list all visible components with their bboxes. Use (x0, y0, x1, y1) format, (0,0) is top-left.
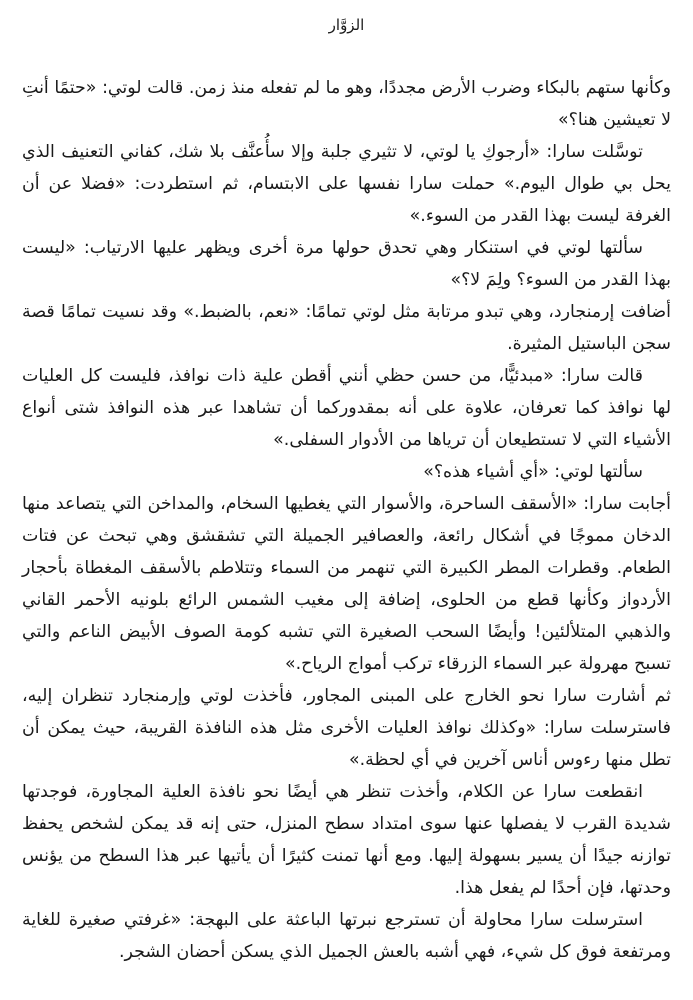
paragraph: سألتها لوتي: «أي أشياء هذه؟» (423, 462, 643, 482)
paragraph: قالت سارا: «مبدئيًّا، من حسن حظي أنني أقطن علية ذات نوافذ، فليست كل العليات لها نوافذ كما تعرفان، علاوة على أنه بمقدوركما أن تشاهدا عبر هذه النوافذ شتى أنواع الأشياء التي لا تستطيعان أن ترياها من الأدوار السفلى.» (22, 366, 671, 450)
body-text (22, 72, 671, 968)
paragraph: ثم أشارت سارا نحو الخارج على المبنى المجاور، فأخذت لوتي وإرمنجارد تنظران إليه، فاسترسلت سارا: «وكذلك نوافذ العليات الأخرى مثل هذه النافذة القريبة، حيث يمكن أن تطل منها رءوس أناس آخرين في أي لحظة.» (22, 686, 671, 770)
paragraph: انقطعت سارا عن الكلام، وأخذت تنظر هي أيضًا نحو نافذة العلية المجاورة، فوجدتها شديدة القرب لا يفصلها عنها سوى امتداد سطح المنزل، حتى إنه قد يمكن لشخص يحفظ توازنه جيدًا أن يسير بسهولة إليها. ومع أنها تمنت كثيرًا أن يأتيها عبر هذا السطح من يؤنس وحدتها، فإن أحدًا لم يفعل هذا. (22, 782, 671, 898)
paragraph: أجابت سارا: «الأسقف الساحرة، والأسوار التي يغطيها السخام، والمداخن التي يتصاعد منها الدخان مموجًا في أشكال رائعة، والعصافير الجميلة التي تشقشق وهي تبحث عن فتات الطعام. وقطرات المطر الكبيرة التي تنهمر من السماء وتتلاطم بالأسقف المغطاة بأحجار الأردواز وكأنها قطع من الحلوى، إضافة إلى مغيب الشمس الرائع بلونيه الأحمر القاني والذهبي المتلألئين! وأيضًا السحب الصغيرة التي تشبه كومة الصوف الأبيض الناعم والتي تسبح مهرولة عبر السماء الزرقاء تركب أمواج الرياح.» (22, 494, 671, 674)
paragraph: وكأنها ستهم بالبكاء وضرب الأرض مجددًا، وهو ما لم تفعله منذ زمن. قالت لوتي: «حتمًا أنتِ لا تعيشين هنا؟» (22, 78, 671, 130)
paragraph: استرسلت سارا محاولة أن تسترجع نبرتها الباعثة على البهجة: «غرفتي صغيرة للغاية ومرتفعة فوق كل شيء، فهي أشبه بالعش الجميل الذي يسكن أحضان الشجر. (22, 910, 671, 962)
running-head: الزوَّار (328, 16, 365, 34)
paragraph: توسَّلت سارا: «أرجوكِ يا لوتي، لا تثيري جلبة وإلا سأُعنَّف بلا شك، كفاني التعنيف الذي يحل بي طوال اليوم.» حملت سارا نفسها على الابتسام، ثم استطردت: «فضلا عن أن الغرفة ليست بهذا القدر من السوء.» (22, 142, 671, 226)
book-page (22, 0, 671, 1000)
paragraph: سألتها لوتي في استنكار وهي تحدق حولها مرة أخرى ويظهر عليها الارتياب: «ليست بهذا القدر من السوء؟ ولِمَ لا؟» (22, 238, 671, 290)
paragraph: أضافت إرمنجارد، وهي تبدو مرتابة مثل لوتي تمامًا: «نعم، بالضبط.» وقد نسيت تمامًا قصة سجن الباستيل المثيرة. (22, 302, 671, 354)
